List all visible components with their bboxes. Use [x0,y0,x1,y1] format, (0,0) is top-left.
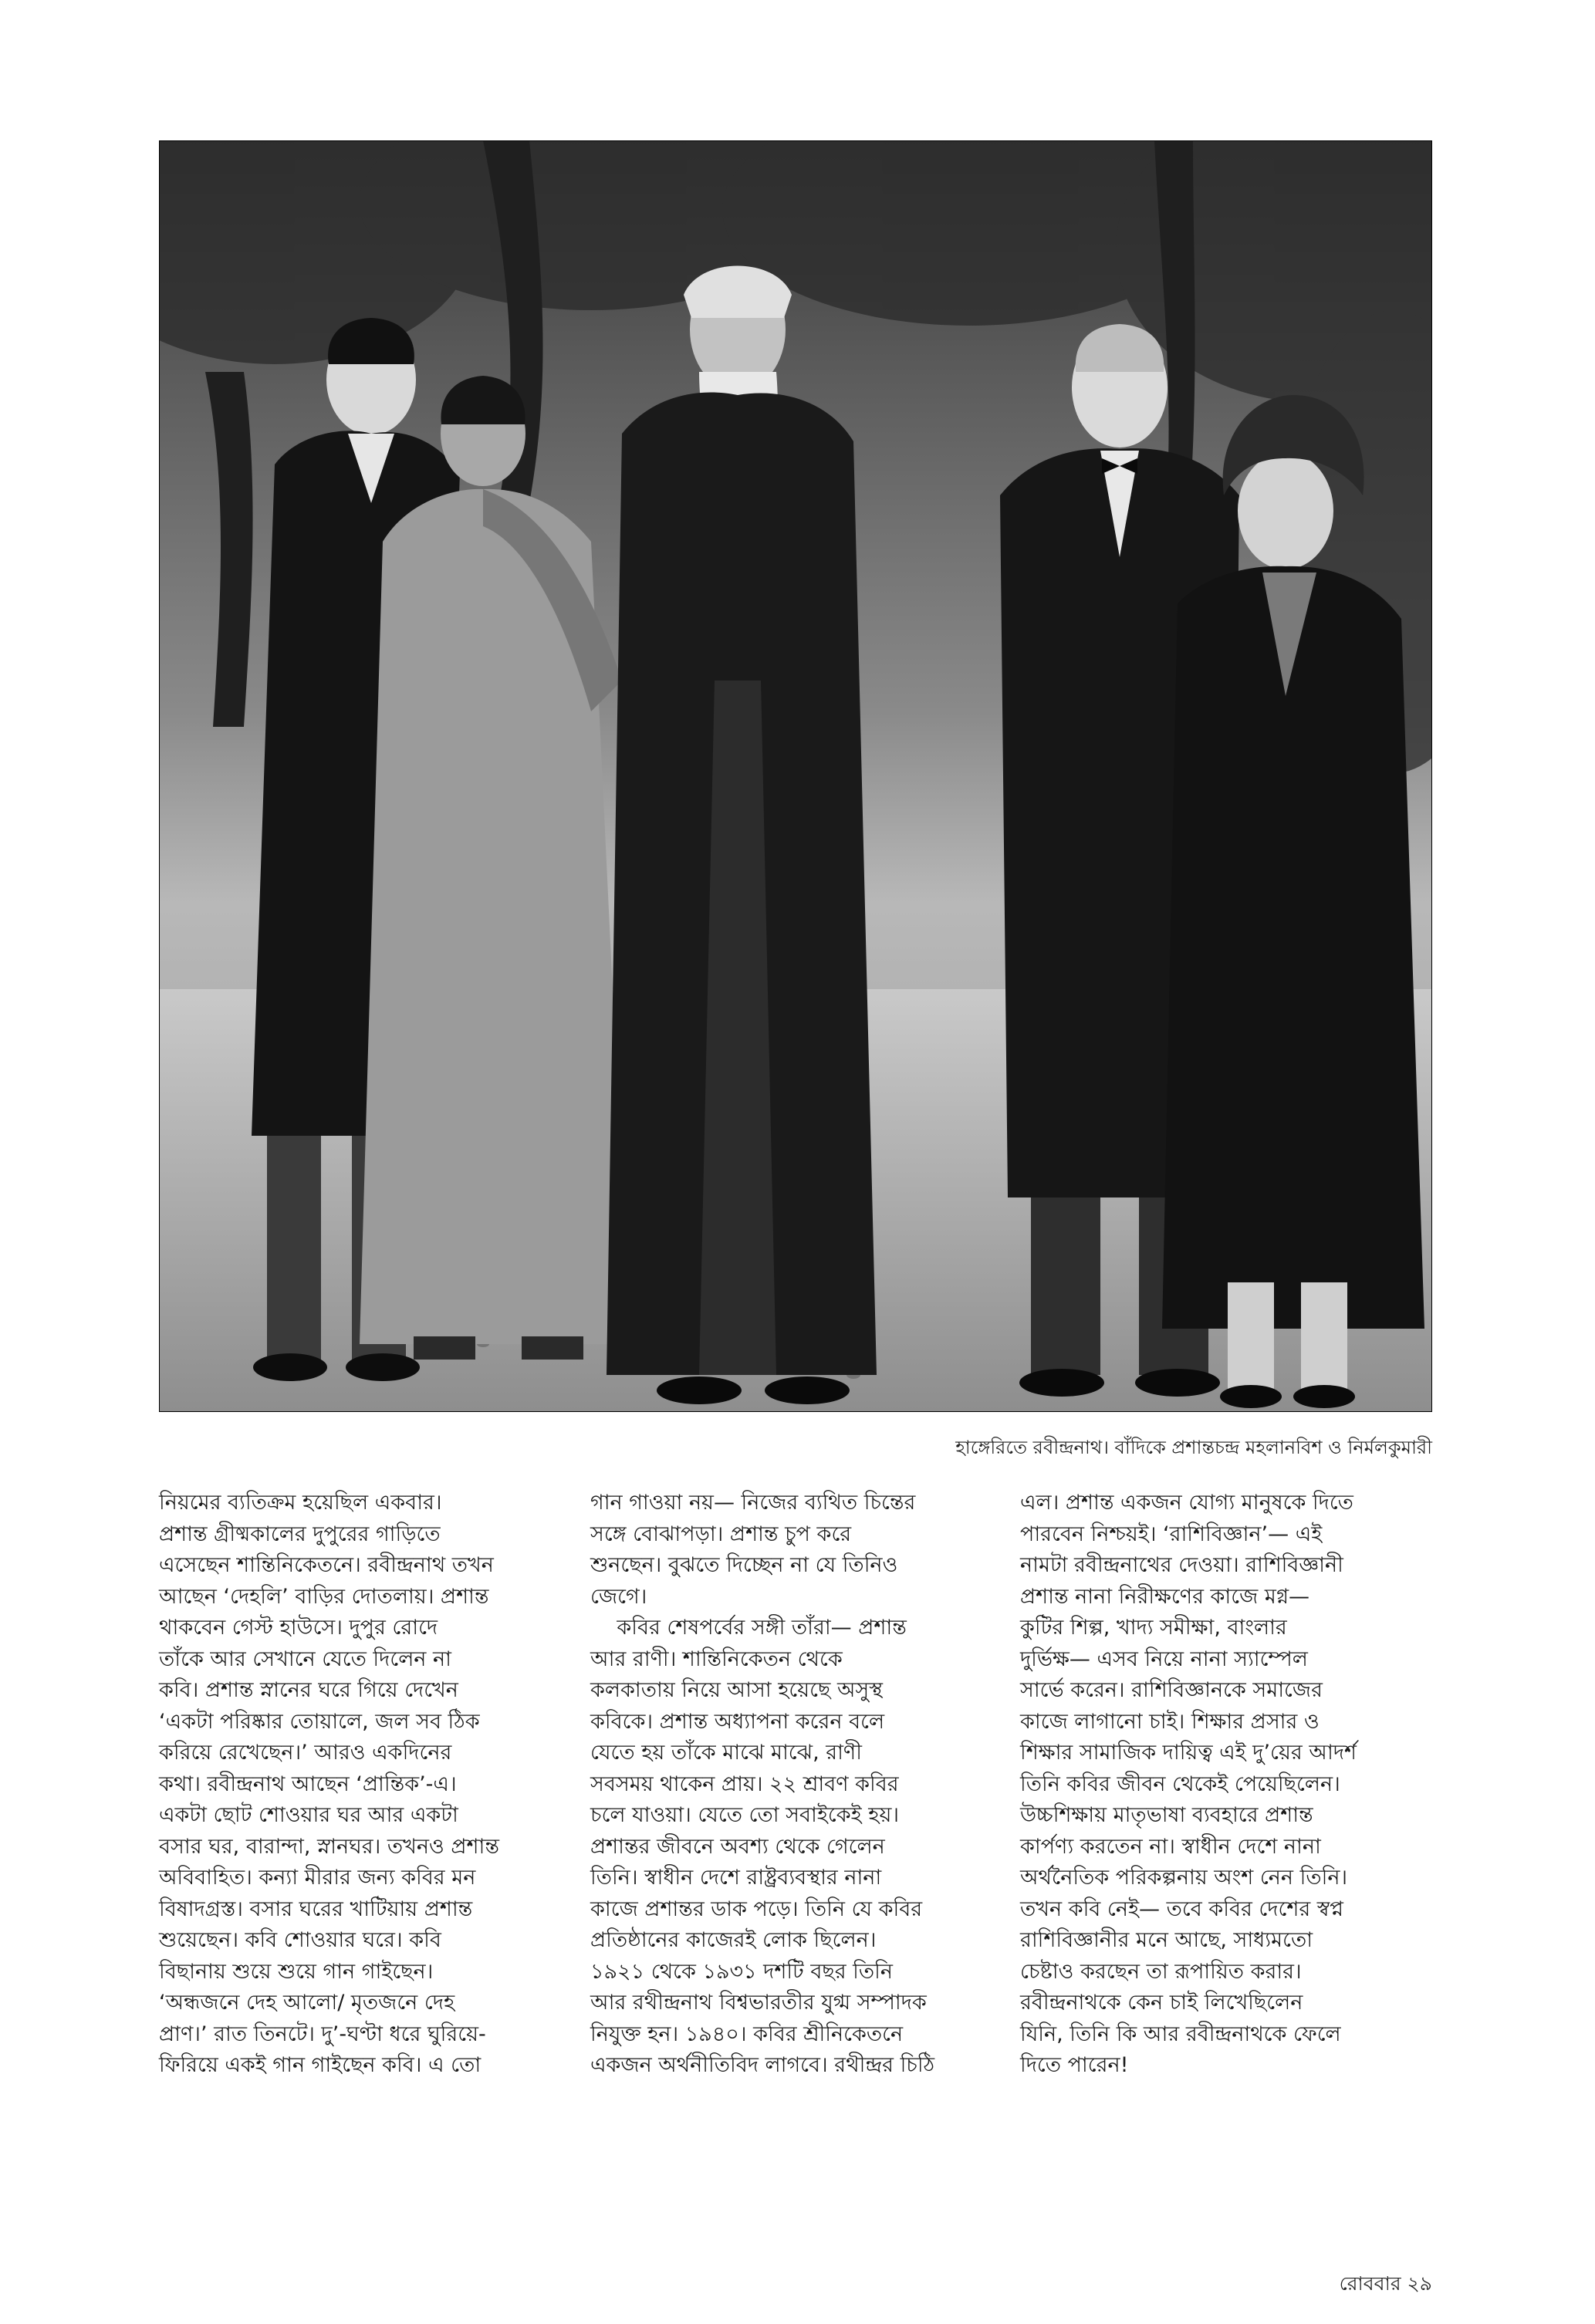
text-line: আছেন ‘দেহলি’ বাড়ির দোতলায়। প্রশান্ত [159,1584,489,1609]
text-line: প্রতিষ্ঠানের কাজেরই লোক ছিলেন। [590,1928,877,1952]
text-line: শুয়েছেন। কবি শোওয়ার ঘরে। কবি [159,1928,441,1952]
text-line: এসেছেন শান্তিনিকেতনে। রবীন্দ্রনাথ তখন [159,1553,494,1577]
text-line: কুটির শিল্প, খাদ্য সমীক্ষা, বাংলার [1020,1616,1287,1640]
text-line: বিষাদগ্রস্ত। বসার ঘরের খাটিয়ায় প্রশান্ত [159,1897,473,1921]
text-line: সঙ্গে বোঝাপড়া। প্রশান্ত চুপ করে [590,1522,852,1546]
text-line: অবিবাহিত। কন্যা মীরার জন্য কবির মন [159,1866,476,1890]
text-line: বিছানায় শুয়ে শুয়ে গান গাইছেন। [159,1959,434,1984]
text-column-1 [159,1488,529,2082]
text-line: প্রশান্ত গ্রীষ্মকালের দুপুরের গাড়িতে [159,1522,441,1546]
text-line: তিনি কবির জীবন থেকেই পেয়েছিলেন। [1020,1772,1340,1796]
text-line: কাজে প্রশান্তর ডাক পড়ে। তিনি যে কবির [590,1897,923,1921]
text-line: বসার ঘর, বারান্দা, স্নানঘর। তখনও প্রশান্ত [159,1834,499,1859]
text-line: প্রশান্তর জীবনে অবশ্য থেকে গেলেন [590,1834,885,1859]
text-line: ‘একটা পরিষ্কার তোয়ালে, জল সব ঠিক [159,1709,480,1734]
person-elder-robe [607,266,877,1405]
column-2-paragraph [590,1488,961,2082]
text-line: পারবেন নিশ্চয়ই। ‘রাশিবিজ্ঞান’— এই [1020,1522,1323,1546]
text-line: করিয়ে রেখেছেন।’ আরও একদিনের [159,1741,452,1765]
text-line: দিতে পারেন! [1020,2053,1129,2077]
text-line: কথা। রবীন্দ্রনাথ আছেন ‘প্রান্তিক’-এ। [159,1772,457,1796]
text-line: উচ্চশিক্ষায় মাতৃভাষা ব্যবহারে প্রশান্ত [1020,1803,1313,1827]
text-line: ‘অন্ধজনে দেহ আলো/ মৃতজনে দেহ [159,1991,455,2015]
text-line: যেতে হয় তাঁকে মাঝে মাঝে, রাণী [590,1741,862,1765]
text-line: কবিকে। প্রশান্ত অধ্যাপনা করেন বলে [590,1709,885,1734]
text-line: শিক্ষার সামাজিক দায়িত্ব এই দু’য়ের আদর্শ [1020,1741,1357,1765]
text-line: থাকবেন গেস্ট হাউসে। দুপুর রোদে [159,1616,438,1640]
text-line: নামটা রবীন্দ্রনাথের দেওয়া। রাশিবিজ্ঞানী [1020,1553,1343,1577]
text-line: প্রাণ।’ রাত তিনটে। দু’-ঘণ্টা ধরে ঘুরিয়ে- [159,2022,486,2046]
text-line: তাঁকে আর সেখানে যেতে দিলেন না [159,1647,451,1671]
text-line: কাজে লাগানো চাই। শিক্ষার প্রসার ও [1020,1709,1320,1734]
text-line: নিয়মের ব্যতিক্রম হয়েছিল একবার। [159,1491,442,1515]
text-line: গান গাওয়া নয়— নিজের ব্যথিত চিন্তের [590,1491,916,1515]
text-line: শুনছেন। বুঝতে দিচ্ছেন না যে তিনিও [590,1553,898,1577]
text-line: দুর্ভিক্ষ— এসব নিয়ে নানা স্যাম্পেল [1020,1647,1308,1671]
column-1-paragraph [159,1488,529,2082]
text-line: রবীন্দ্রনাথকে কেন চাই লিখেছিলেন [1020,1991,1303,2015]
text-line: চেষ্টাও করছেন তা রূপায়িত করার। [1020,1959,1302,1984]
photo-caption: হাঙ্গেরিতে রবীন্দ্রনাথ। বাঁদিকে প্রশান্তচন্দ্র মহলানবিশ ও নির্মলকুমারী [955,1437,1432,1458]
group-photograph [159,140,1432,1412]
text-line: সবসময় থাকেন প্রায়। ২২ শ্রাবণ কবির [590,1772,899,1796]
text-line: তখন কবি নেই— তবে কবির দেশের স্বপ্ন [1020,1897,1343,1921]
text-line: কবির শেষপর্বের সঙ্গী তাঁরা— প্রশান্ত [590,1616,907,1640]
text-line: আর রথীন্দ্রনাথ বিশ্বভারতীর যুগ্ম সম্পাদক [590,1991,927,2015]
text-line: তিনি। স্বাধীন দেশে রাষ্ট্রব্যবস্থার নানা [590,1866,882,1890]
text-line: আর রাণী। শান্তিনিকেতন থেকে [590,1647,843,1671]
text-line: একজন অর্থনীতিবিদ লাগবে। রথীন্দ্রর চিঠি [590,2053,935,2077]
photograph-illustration [159,140,1432,1412]
text-column-2 [590,1488,961,2082]
text-line: চলে যাওয়া। যেতে তো সবাইকেই হয়। [590,1803,900,1827]
text-line: প্রশান্ত নানা নিরীক্ষণের কাজে মগ্ন— [1020,1584,1310,1609]
text-line: এল। প্রশান্ত একজন যোগ্য মানুষকে দিতে [1020,1491,1353,1515]
text-line: অর্থনৈতিক পরিকল্পনায় অংশ নেন তিনি। [1020,1866,1348,1890]
text-line: নিযুক্ত হন। ১৯৪০। কবির শ্রীনিকেতনে [590,2022,904,2046]
text-column-3 [1020,1488,1391,2082]
text-line: ১৯২১ থেকে ১৯৩১ দশটি বছর তিনি [590,1959,893,1984]
text-line: একটা ছোট শোওয়ার ঘর আর একটা [159,1803,458,1827]
text-line: রাশিবিজ্ঞানীর মনে আছে, সাধ্যমতো [1020,1928,1313,1952]
page-footer: রোববার ২৯ [1339,2272,1432,2295]
text-line: সার্ভে করেন। রাশিবিজ্ঞানকে সমাজের [1020,1678,1323,1702]
column-3-paragraph [1020,1488,1391,2082]
text-line: যিনি, তিনি কি আর রবীন্দ্রনাথকে ফেলে [1020,2022,1341,2046]
text-line: কবি। প্রশান্ত স্নানের ঘরে গিয়ে দেখেন [159,1678,458,1702]
text-line: ফিরিয়ে একই গান গাইছেন কবি। এ তো [159,2053,482,2077]
text-line: জেগে। [590,1584,647,1609]
text-line: কলকাতায় নিয়ে আসা হয়েছে অসুস্থ [590,1678,884,1702]
text-line: কার্পণ্য করতেন না। স্বাধীন দেশে নানা [1020,1834,1321,1859]
